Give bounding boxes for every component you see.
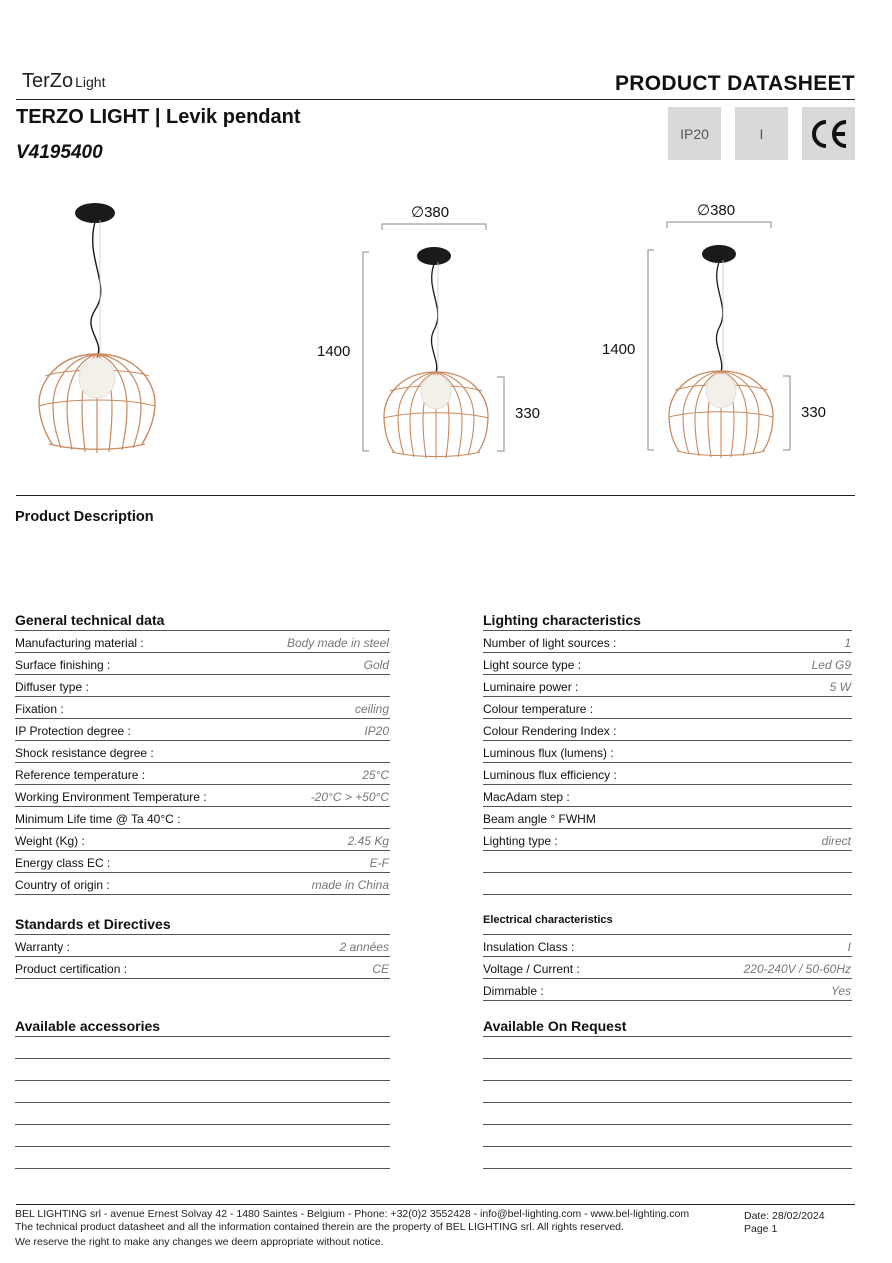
spec-row <box>15 807 390 829</box>
spec-row <box>15 851 390 873</box>
spec-row <box>483 807 852 829</box>
standards-section <box>15 916 390 979</box>
accessories-section <box>15 1018 390 1169</box>
spec-row <box>15 873 390 895</box>
product-title: TERZO LIGHT | Levik pendant <box>16 106 301 128</box>
lighting-title: Lighting characteristics <box>483 612 852 631</box>
spec-row <box>483 957 852 979</box>
lighting-rows <box>483 631 852 895</box>
ip-rating-text: IP20 <box>680 125 709 142</box>
spec-label: Colour temperature : <box>483 702 594 716</box>
spec-value: I <box>847 940 851 954</box>
ce-mark-icon <box>808 117 850 151</box>
spec-row <box>15 631 390 653</box>
spec-label: Reference temperature : <box>15 768 146 782</box>
blank-row <box>15 1125 390 1147</box>
spec-row <box>483 851 852 873</box>
spec-row <box>483 763 852 785</box>
footer-change-notice: We reserve the right to make any changes we deem appropriate without notice. <box>15 1236 384 1248</box>
spec-label: Beam angle ° FWHM <box>483 812 596 826</box>
height-label-2: 1400 <box>602 341 636 358</box>
spec-row <box>483 935 852 957</box>
spec-label: Energy class EC : <box>15 856 111 870</box>
spec-label: Weight (Kg) : <box>15 834 85 848</box>
spec-label: Warranty : <box>15 940 70 954</box>
diameter-label-2: ∅380 <box>697 202 736 219</box>
blank-row <box>483 1125 852 1147</box>
brand-logo <box>22 70 105 93</box>
blank-row <box>15 1103 390 1125</box>
accessories-title: Available accessories <box>15 1018 390 1037</box>
spec-value: -20°C > +50°C <box>310 790 389 804</box>
footer-address: BEL LIGHTING srl - avenue Ernest Solvay 42 - 1480 Saintes - Belgium - Phone: +32(0)2 3552428 - info@bel-lighting.com - www.bel-lighting.com <box>15 1208 690 1220</box>
spec-value: CE <box>372 962 389 976</box>
spec-row <box>15 935 390 957</box>
spec-label: Luminaire power : <box>483 680 579 694</box>
product-code: V4195400 <box>16 142 103 163</box>
spec-label: Product certification : <box>15 962 128 976</box>
ip-rating-badge <box>668 107 721 160</box>
blank-row <box>15 1081 390 1103</box>
spec-label: Fixation : <box>15 702 64 716</box>
spec-value: direct <box>821 834 851 848</box>
insulation-class-text: I <box>759 125 764 142</box>
general-technical-section <box>15 612 390 895</box>
spec-row <box>15 763 390 785</box>
spec-label: Shock resistance degree : <box>15 746 154 760</box>
header-divider <box>16 99 855 100</box>
spec-value: Yes <box>830 984 851 998</box>
spec-label: Insulation Class : <box>483 940 575 954</box>
diameter-label-1: ∅380 <box>411 204 450 221</box>
spec-row <box>483 697 852 719</box>
spec-label: Colour Rendering Index : <box>483 724 617 738</box>
spec-label: Country of origin : <box>15 878 110 892</box>
standards-rows <box>15 935 390 979</box>
lighting-section <box>483 612 852 895</box>
description-divider <box>16 495 855 496</box>
spec-row <box>483 979 852 1001</box>
spec-label: Luminous flux (lumens) : <box>483 746 614 760</box>
footer-company <box>15 1208 689 1249</box>
spec-row <box>15 675 390 697</box>
standards-title: Standards et Directives <box>15 916 390 935</box>
spec-label: Diffuser type : <box>15 680 89 694</box>
footer-date: Date: 28/02/2024 <box>744 1210 825 1222</box>
spec-label: Dimmable : <box>483 984 544 998</box>
spec-value: 220-240V / 50-60Hz <box>743 962 851 976</box>
height-label-1: 1400 <box>317 343 351 360</box>
spec-label: MacAdam step : <box>483 790 570 804</box>
spec-label: Manufacturing material : <box>15 636 144 650</box>
insulation-class-badge <box>735 107 788 160</box>
spec-row <box>483 741 852 763</box>
spec-row <box>15 741 390 763</box>
electrical-section <box>483 914 852 1001</box>
spec-value: 2 années <box>339 940 389 954</box>
spec-value: Led G9 <box>811 658 851 672</box>
spec-value: 25°C <box>362 768 389 782</box>
spec-row <box>15 719 390 741</box>
spec-label: Lighting type : <box>483 834 558 848</box>
product-drawings <box>0 190 892 470</box>
spec-label: Number of light sources : <box>483 636 617 650</box>
spec-value: ceiling <box>354 702 389 716</box>
lamp-dimension-drawing-1 <box>363 224 504 459</box>
logo-main: TerZo <box>22 70 74 92</box>
spec-label: Working Environment Temperature : <box>15 790 207 804</box>
spec-label: Surface finishing : <box>15 658 111 672</box>
footer-divider <box>16 1204 855 1205</box>
general-technical-title: General technical data <box>15 612 390 631</box>
spec-row <box>483 653 852 675</box>
blank-row <box>15 1037 390 1059</box>
spec-value: made in China <box>311 878 389 892</box>
spec-row <box>15 697 390 719</box>
blank-row <box>15 1147 390 1169</box>
spec-value: Body made in steel <box>286 636 389 650</box>
spec-row <box>483 719 852 741</box>
spec-row <box>15 653 390 675</box>
spec-row <box>483 873 852 895</box>
spec-value: IP20 <box>364 724 389 738</box>
spec-row <box>15 829 390 851</box>
electrical-rows <box>483 935 852 1001</box>
spec-value: 1 <box>844 636 851 650</box>
ce-mark-badge <box>802 107 855 160</box>
blank-row <box>483 1103 852 1125</box>
spec-value: 5 W <box>829 680 851 694</box>
on-request-section <box>483 1018 852 1169</box>
spec-label: Luminous flux efficiency : <box>483 768 617 782</box>
footer-property-notice: The technical product datasheet and all the information contained therein are the property of BEL LIGHTING srl. All rights reserved. <box>15 1221 624 1233</box>
spec-value: Gold <box>363 658 389 672</box>
footer-meta <box>744 1210 825 1236</box>
general-technical-rows <box>15 631 390 895</box>
spec-label: Light source type : <box>483 658 582 672</box>
footer-page: Page 1 <box>744 1223 778 1235</box>
spec-value: E-F <box>369 856 389 870</box>
on-request-title: Available On Request <box>483 1018 852 1037</box>
lamp-dimension-drawing-2 <box>648 222 790 458</box>
accessories-rows <box>15 1037 390 1169</box>
product-description-title: Product Description <box>15 509 154 525</box>
shade-height-label-1: 330 <box>515 405 541 422</box>
spec-row <box>483 785 852 807</box>
spec-row <box>483 829 852 851</box>
spec-value: 2.45 Kg <box>347 834 389 848</box>
blank-row <box>15 1059 390 1081</box>
on-request-rows <box>483 1037 852 1169</box>
blank-row <box>483 1059 852 1081</box>
document-title: PRODUCT DATASHEET <box>615 72 855 95</box>
shade-height-label-2: 330 <box>801 404 827 421</box>
spec-row <box>15 957 390 979</box>
blank-row <box>483 1081 852 1103</box>
logo-sub: Light <box>75 74 106 90</box>
spec-row <box>15 785 390 807</box>
electrical-title: Electrical characteristics <box>483 914 852 935</box>
spec-row <box>483 631 852 653</box>
spec-label: Minimum Life time @ Ta 40°C : <box>15 812 181 826</box>
blank-row <box>483 1147 852 1169</box>
spec-label: Voltage / Current : <box>483 962 580 976</box>
spec-label: IP Protection degree : <box>15 724 131 738</box>
lamp-perspective-drawing <box>39 203 155 453</box>
blank-row <box>483 1037 852 1059</box>
spec-row <box>483 675 852 697</box>
